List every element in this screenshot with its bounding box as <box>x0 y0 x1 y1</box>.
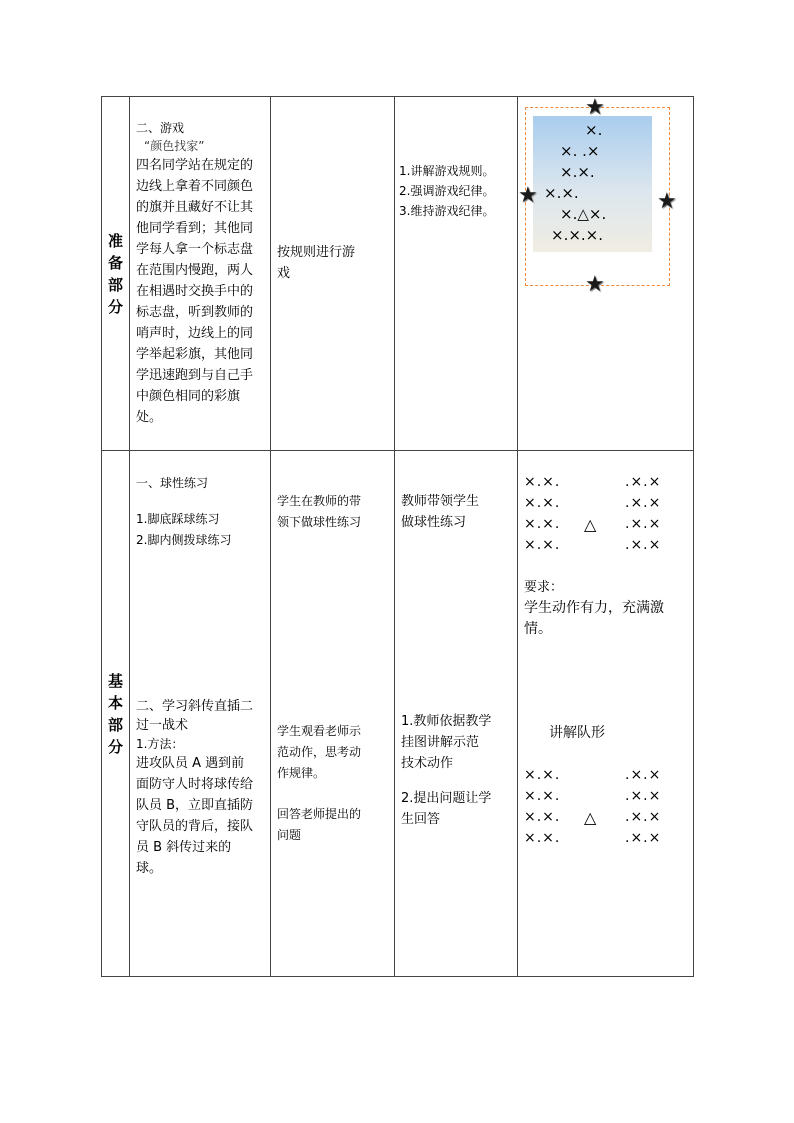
part2-student-line: 作规律。 <box>277 766 326 780</box>
formation-row: ×.×. <box>524 537 561 553</box>
part2-student-line: 问题 <box>277 828 302 842</box>
part2-teacher-line: 1.教师依据教学 <box>401 714 492 729</box>
prep-row <box>102 97 694 451</box>
formation-row: ×.×. <box>544 184 579 202</box>
part1-teacher-line: 做球性练习 <box>401 515 467 530</box>
formation-row: ×.×.×. <box>551 226 604 244</box>
part2-formation-right <box>625 765 661 849</box>
basic-teacher-text <box>395 451 517 830</box>
part2-method-line: 守队员的背后，接队 <box>136 819 254 834</box>
prep-desc-line: 在相遇时交换手中的 <box>136 284 254 299</box>
basic-teacher-cell <box>395 451 518 977</box>
basic-student-text <box>271 451 394 846</box>
prep-desc-line: 学举起彩旗，其他同 <box>136 347 254 362</box>
prep-teacher-text <box>395 97 517 221</box>
part2-teacher-triangle: △ <box>584 808 598 827</box>
formation-row: .×.× <box>625 495 662 511</box>
part1-item: 1.脚底踩球练习 <box>136 512 220 526</box>
part2-formation-left <box>524 765 560 849</box>
formation-row: ×.×. <box>524 495 561 511</box>
formation-row: ×.×. <box>524 830 561 846</box>
prep-desc-line: 他同学看到；其他同 <box>136 221 254 236</box>
prep-desc-line: 四名同学站在规定的 <box>136 158 254 173</box>
part2-student-line: 范动作，思考动 <box>277 745 362 759</box>
part2-heading-line: 二、学习斜传直插二 <box>136 699 254 714</box>
part2-teacher-line: 挂图讲解示范 <box>401 735 480 750</box>
prep-section-cell <box>102 97 130 451</box>
formation-row: .×.× <box>625 537 662 553</box>
part2-method-line: 球。 <box>136 861 163 876</box>
formation-row: ×.×. <box>560 163 595 181</box>
part2-student-line: 学生观看老师示 <box>277 724 362 738</box>
formation-row: ×.×. <box>524 809 561 825</box>
prep-formation-cell <box>518 97 694 451</box>
star-icon: ★ <box>657 189 677 214</box>
prep-student-line: 戏 <box>277 266 291 281</box>
basic-formation-cell <box>518 451 694 977</box>
basic-content-text <box>130 451 270 879</box>
prep-section-label: 准备部分 <box>107 231 123 316</box>
part1-formation-left <box>524 472 560 556</box>
prep-formation-diagram <box>518 97 693 297</box>
prep-content-cell <box>130 97 271 451</box>
part2-heading-line: 过一战术 <box>136 718 189 733</box>
prep-student-cell <box>271 97 395 451</box>
formation-row: ×.×. <box>524 788 561 804</box>
formation-row: .×.× <box>625 788 662 804</box>
part2-method-line: 员 B 斜传过来的 <box>136 840 232 855</box>
part1-teacher-line: 教师带领学生 <box>401 494 480 509</box>
prep-heading: 二、游戏 <box>136 121 185 135</box>
prep-student-text <box>271 97 394 284</box>
formation-row: .×.× <box>625 516 662 532</box>
prep-desc-line: 标志盘，听到教师的 <box>136 305 254 320</box>
formation-row: .×.× <box>625 830 662 846</box>
part1-student-line: 学生在教师的带 <box>277 494 362 508</box>
formation-row: ×.×. <box>524 474 561 490</box>
requirement-text <box>524 598 664 640</box>
part2-teacher-line: 生回答 <box>401 812 441 827</box>
prep-desc-line: 在范围内慢跑，两人 <box>136 263 254 278</box>
part2-teacher-line: 技术动作 <box>401 756 454 771</box>
basic-section-label: 基本部分 <box>107 671 123 756</box>
part1-teacher-triangle: △ <box>584 515 598 534</box>
part1-heading: 一、球性练习 <box>136 476 209 490</box>
requirement-line: 学生动作有力，充满激 <box>524 600 664 616</box>
part1-student-line: 领下做球性练习 <box>277 515 362 529</box>
part2-method-line: 队员 B，立即直插防 <box>136 798 254 813</box>
part2-method-line: 进攻队员 A 遇到前 <box>136 756 245 771</box>
star-icon: ★ <box>585 272 605 297</box>
part2-student-line: 回答老师提出的 <box>277 807 362 821</box>
star-icon: ★ <box>518 183 538 208</box>
prep-game-name: “颜色找家” <box>144 139 205 153</box>
formation-row: .×.× <box>625 767 662 783</box>
prep-teacher-cell <box>395 97 518 451</box>
part2-method-title: 1.方法： <box>136 737 184 751</box>
prep-game-description <box>136 155 266 428</box>
basic-formation-column <box>518 451 693 976</box>
prep-teacher-line: 1.讲解游戏规则。 <box>399 164 495 178</box>
part1-item: 2.脚内侧拨球练习 <box>136 533 232 547</box>
prep-desc-line: 边线上拿着不同颜色 <box>136 179 254 194</box>
prep-desc-line: 中颜色相同的彩旗 <box>136 389 241 404</box>
basic-content-cell <box>130 451 271 977</box>
formation-row: .×.× <box>625 474 662 490</box>
prep-desc-line: 学迅速跑到与自己手 <box>136 368 254 383</box>
part2-formation-title: 讲解队形 <box>549 725 605 741</box>
basic-row <box>102 451 694 977</box>
part2-method-line: 面防守人时将球传给 <box>136 777 254 792</box>
formation-row: ×. <box>585 121 603 139</box>
part1-formation-right <box>625 472 661 556</box>
formation-row: ×. .× <box>560 142 600 160</box>
formation-row: ×.×. <box>524 767 561 783</box>
formation-row: ×.×. <box>524 516 561 532</box>
formation-row: ×.△×. <box>560 205 607 223</box>
prep-teacher-line: 3.维持游戏纪律。 <box>399 204 495 218</box>
basic-student-cell <box>271 451 395 977</box>
requirement-line: 情。 <box>524 621 552 637</box>
part2-teacher-line: 2.提出问题让学 <box>401 791 492 806</box>
prep-desc-line: 的旗并且藏好不让其 <box>136 200 254 215</box>
prep-desc-line: 学每人拿一个标志盘 <box>136 242 254 257</box>
prep-desc-line: 哨声时，边线上的同 <box>136 326 254 341</box>
prep-teacher-line: 2.强调游戏纪律。 <box>399 184 495 198</box>
formation-row: .×.× <box>625 809 662 825</box>
prep-student-line: 按规则进行游 <box>277 245 356 260</box>
requirement-title: 要求： <box>524 580 564 595</box>
star-icon: ★ <box>585 95 605 120</box>
lesson-plan-table <box>101 96 694 977</box>
field-area <box>533 116 652 252</box>
basic-section-cell <box>102 451 130 977</box>
prep-desc-line: 处。 <box>136 410 163 425</box>
